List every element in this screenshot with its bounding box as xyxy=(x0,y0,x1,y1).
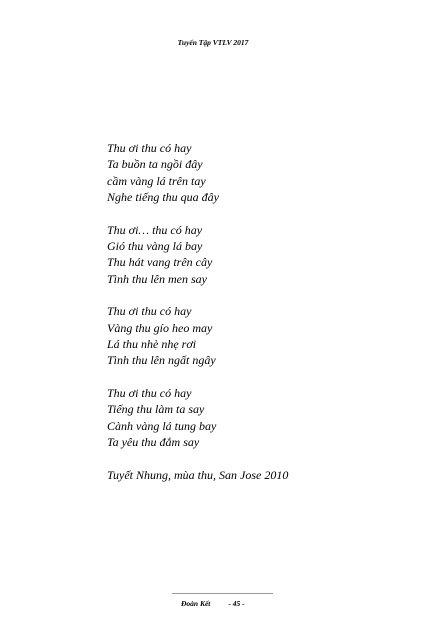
stanza-3 xyxy=(107,303,407,368)
stanza-1 xyxy=(107,140,407,205)
poem-line: Thu ơi thu có hay xyxy=(107,304,192,319)
poem-line: Ta yêu thu đắm say xyxy=(107,434,200,449)
page-header: Tuyển Tập VTLV 2017 xyxy=(177,38,249,47)
poem-line: Vàng thu gío heo may xyxy=(107,320,213,335)
poem-line: Gió thu vàng lá bay xyxy=(107,238,203,253)
footer-publication: Đoàn Kết xyxy=(181,599,211,608)
poem-line: Cành vàng lá tung bay xyxy=(107,418,217,433)
stanza-4 xyxy=(107,385,407,450)
poem-line: Ta buồn ta ngồi đây xyxy=(107,157,203,172)
poem-line: cầm vàng lá trên tay xyxy=(107,173,206,188)
poem-line: Nghe tiếng thu qua đây xyxy=(107,189,219,204)
poem-line: Tình thu lên ngất ngây xyxy=(107,353,216,368)
page-number: - 45 - xyxy=(228,599,245,608)
poem-line: Thu ơi thu có hay xyxy=(107,386,192,401)
poem-line: Tình thu lên men say xyxy=(107,271,207,286)
footer-divider xyxy=(172,593,273,594)
poem-line: Thu hát vang trên cây xyxy=(107,255,213,270)
poem-line: Thu ơi thu có hay xyxy=(107,141,192,155)
page-footer xyxy=(181,599,245,608)
poem-line: Tiếng thu làm ta say xyxy=(107,402,205,417)
poem-line: Thu ơi… thu có hay xyxy=(107,222,203,237)
poem-line: Lá thu nhè nhẹ rơi xyxy=(107,336,197,351)
poem-signature: Tuyết Nhung, mùa thu, San Jose 2010 xyxy=(107,467,289,482)
poem xyxy=(107,140,407,483)
stanza-2 xyxy=(107,222,407,287)
